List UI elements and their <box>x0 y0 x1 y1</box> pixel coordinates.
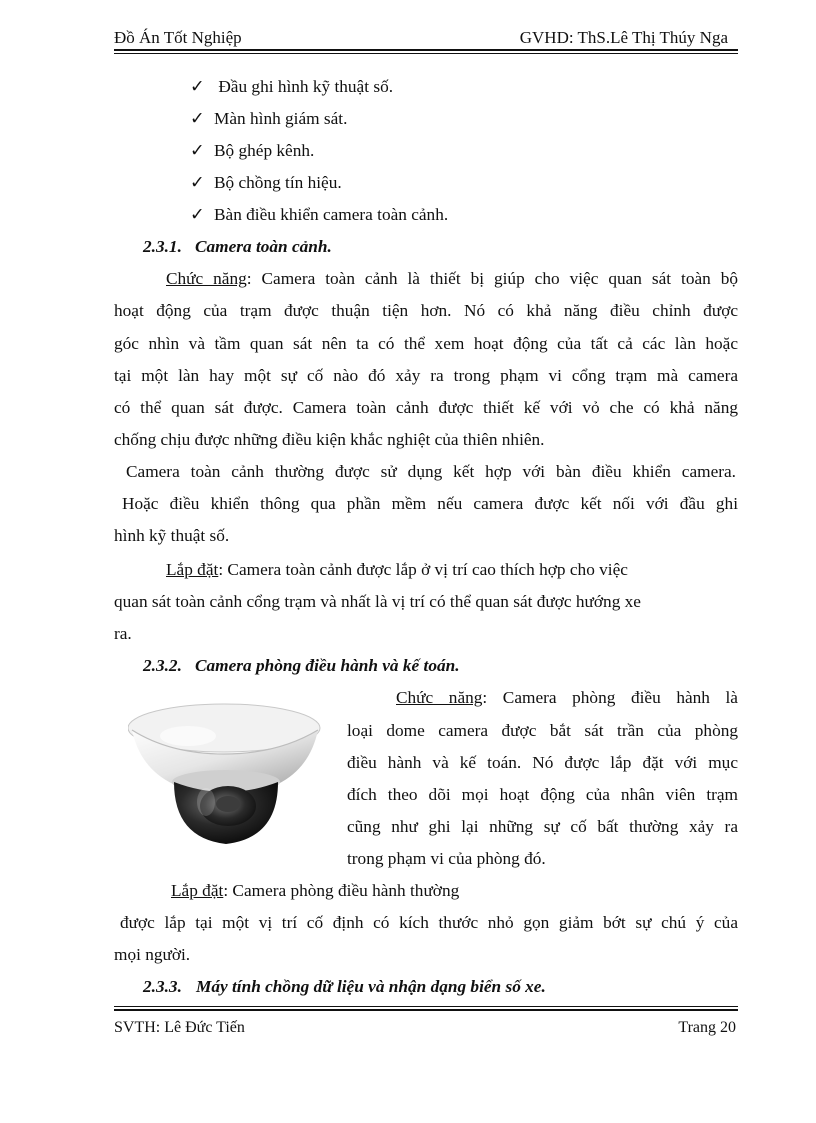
check-icon: ✓ <box>190 141 205 160</box>
check-icon: ✓ <box>190 77 205 96</box>
footer-rule-thin <box>114 1006 738 1007</box>
list-item: ✓ Bộ ghép kênh. <box>190 141 315 160</box>
install-label: Lắp đặt <box>171 881 224 900</box>
section-heading-2-3-3: 2.3.3. Máy tính chồng dữ liệu và nhận dạng biển số xe. <box>143 977 546 996</box>
paragraph-line: hình kỹ thuật số. <box>114 526 230 545</box>
paragraph-line: ra. <box>114 624 132 643</box>
paragraph-line: cũng như ghi lại những sự cố bất thường xảy ra <box>347 817 738 836</box>
paragraph-line: Lắp đặt: Camera toàn cảnh được lắp ở vị trí cao thích hợp cho việc <box>166 560 628 579</box>
dome-camera-image <box>128 698 334 850</box>
check-icon: ✓ <box>190 109 205 128</box>
list-item: ✓ Bộ chồng tín hiệu. <box>190 173 342 192</box>
footer-left: SVTH: Lê Đức Tiến <box>114 1019 245 1036</box>
check-icon: ✓ <box>190 173 205 192</box>
function-label: Chức năng <box>166 269 247 288</box>
header-rule-thick <box>114 49 738 51</box>
paragraph-line: Lắp đặt: Camera phòng điều hành thường <box>171 881 460 900</box>
function-label: Chức năng <box>396 688 483 707</box>
section-heading-2-3-1: 2.3.1. Camera toàn cảnh. <box>143 237 332 256</box>
list-item: ✓ Màn hình giám sát. <box>190 109 348 128</box>
paragraph-line: trong phạm vi của phòng đó. <box>347 849 546 868</box>
paragraph-line: loại dome camera được bắt sát trần của phòng <box>347 721 738 740</box>
header-right: GVHD: ThS.Lê Thị Thúy Nga <box>519 28 728 47</box>
header-left: Đồ Án Tốt Nghiệp <box>114 28 242 47</box>
footer-rule-thick <box>114 1009 738 1011</box>
paragraph-line: Chức năng: Camera toàn cảnh là thiết bị giúp cho việc quan sát toàn bộ <box>166 269 739 288</box>
paragraph-line: góc nhìn và tầm quan sát nên ta có thể xem hoạt động của tất cả các làn hoặc <box>114 334 738 353</box>
paragraph-line: quan sát toàn cảnh cổng trạm và nhất là vị trí có thể quan sát được hướng xe <box>114 592 641 611</box>
check-icon: ✓ <box>190 205 205 224</box>
paragraph-line: Hoặc điều khiển thông qua phần mềm nếu camera được kết nối với đầu ghi <box>122 494 738 513</box>
paragraph-line: đích theo dõi mọi hoạt động của nhân viên trạm <box>347 785 738 804</box>
paragraph-line: Camera toàn cảnh thường được sử dụng kết hợp với bàn điều khiển camera. <box>126 462 736 481</box>
header-rule-thin <box>114 53 738 54</box>
footer-page-number: Trang 20 <box>678 1019 736 1036</box>
paragraph-line: được lắp tại một vị trí cố định có kích thước nhỏ gọn giảm bớt sự chú ý của <box>120 913 738 932</box>
section-heading-2-3-2: 2.3.2. Camera phòng điều hành và kế toán. <box>143 656 460 675</box>
paragraph-line: Chức năng: Camera phòng điều hành là <box>396 688 738 707</box>
paragraph-line: chống chịu được những điều kiện khắc nghiệt của thiên nhiên. <box>114 430 545 449</box>
paragraph-line: mọi người. <box>114 945 191 964</box>
paragraph-line: hoạt động của trạm được thuận tiện hơn. Nó có khả năng điều chỉnh được <box>114 301 738 320</box>
list-item: ✓ Đầu ghi hình kỹ thuật số. <box>190 77 394 96</box>
list-item: ✓ Bàn điều khiển camera toàn cảnh. <box>190 205 449 224</box>
install-label: Lắp đặt <box>166 560 219 579</box>
paragraph-line: có thể quan sát được. Camera toàn cảnh được thiết kế với vỏ che có khả năng <box>114 398 738 417</box>
paragraph-line: tại một làn hay một sự cố nào đó xảy ra trong phạm vi cổng trạm mà camera <box>114 366 738 385</box>
paragraph-line: điều hành và kế toán. Nó được lắp đặt với mục <box>347 753 738 772</box>
